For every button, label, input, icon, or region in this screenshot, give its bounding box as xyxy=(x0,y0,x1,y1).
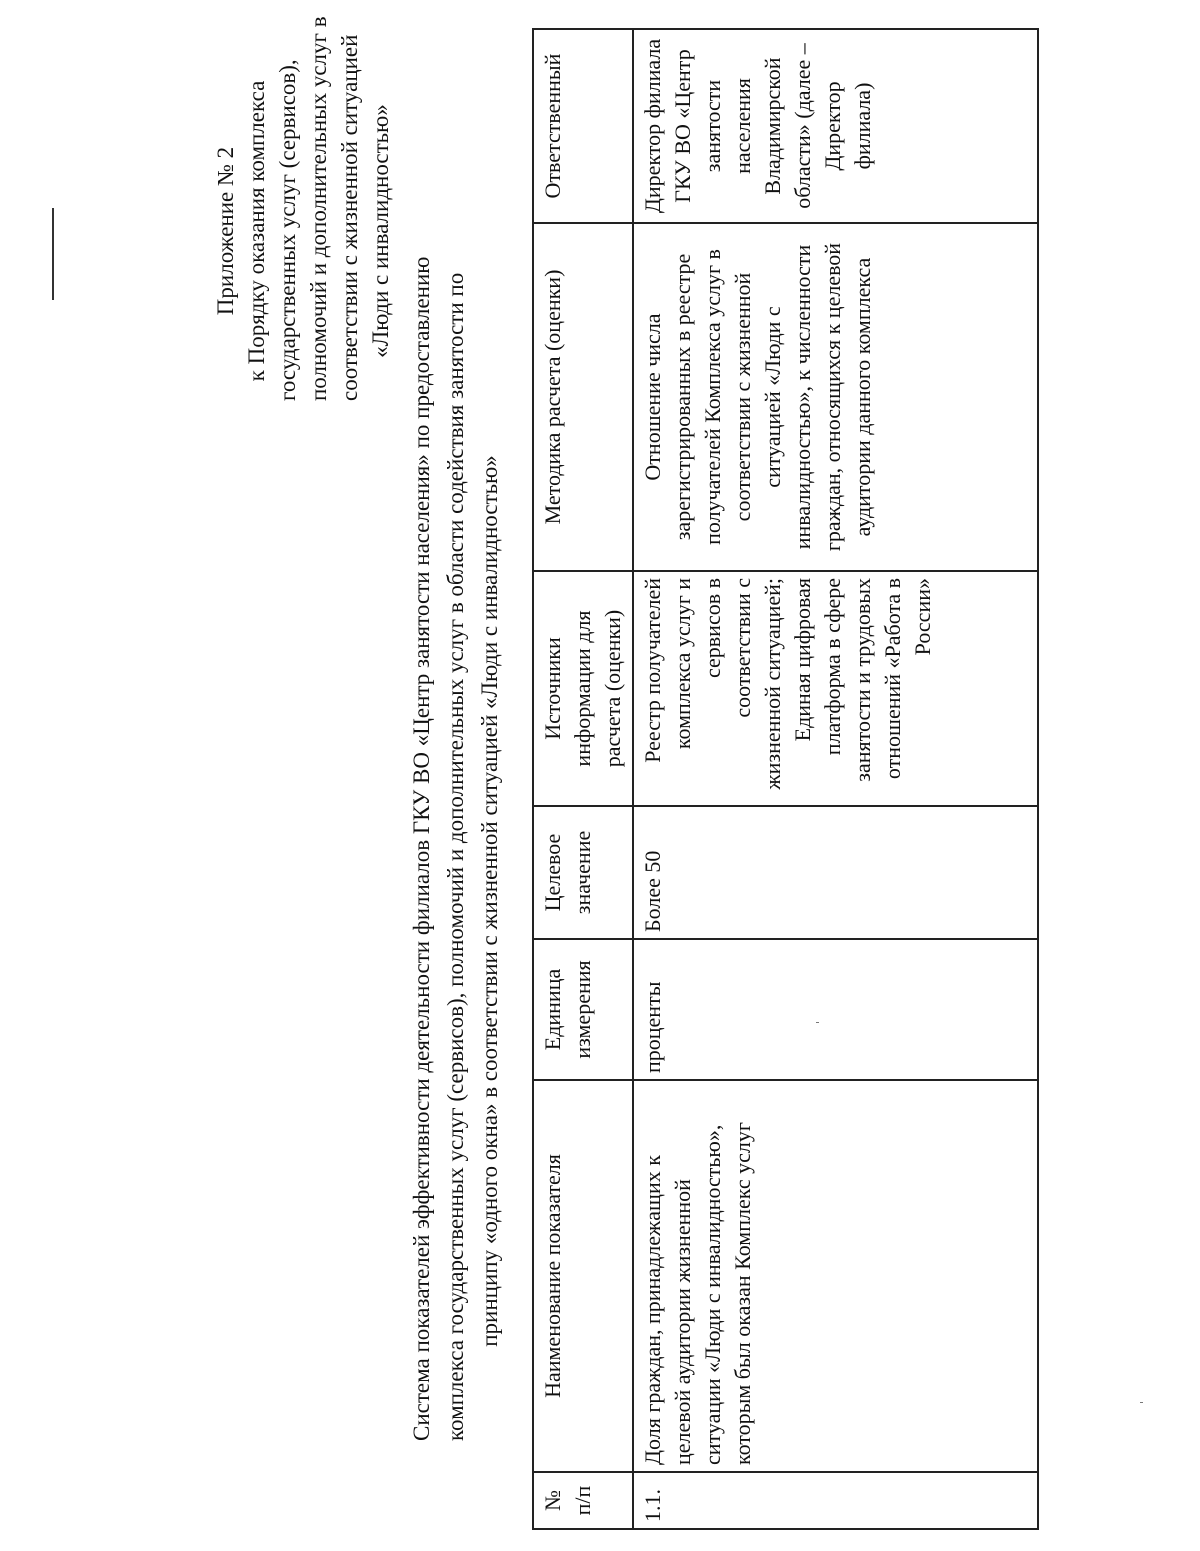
table-header-row xyxy=(533,29,633,1529)
header-num: № п/п xyxy=(533,1472,633,1529)
indicators-table xyxy=(532,28,1039,1530)
header-target-value: Целевое значение xyxy=(533,806,633,939)
header-info-source: Источники информации для расчета (оценки) xyxy=(533,571,633,806)
header-unit: Единица измерения xyxy=(533,939,633,1080)
document-title xyxy=(405,256,507,1441)
cell-responsible: Директор филиала ГКУ ВО «Центр занятости населения Владимирской области» (далее – Директор филиала) xyxy=(633,29,1038,223)
header-responsible: Ответственный xyxy=(533,29,633,223)
appendix-line: «Люди с инвалидностью» xyxy=(368,104,393,358)
title-line: комплекса государственных услуг (сервисов), полномочий и дополнительных услуг в области содействия занятости по xyxy=(443,272,468,1441)
cell-info-source: Реестр получателей комплекса услуг и сервисов в соответствии с жизненной ситуацией; Единая цифровая платформа в сфере занятости и трудовых отношений «Работа в России» xyxy=(633,571,1038,806)
appendix-header xyxy=(210,16,396,401)
cell-target-value: Более 50 xyxy=(633,806,1038,939)
appendix-line: к Порядку оказания комплекса xyxy=(244,80,269,382)
cell-unit: проценты xyxy=(633,939,1038,1080)
header-indicator-name: Наименование показателя xyxy=(533,1080,633,1472)
cell-calc-method: Отношение числа зарегистрированных в реестре получателей Комплекса услуг в соответствии с жизненной ситуацией «Люди с инвалидностью», к численности граждан, относящихся к целевой аудитории данного комплекса xyxy=(633,223,1038,571)
title-line: Система показателей эффективности деятельности филиалов ГКУ ВО «Центр занятости населения» по предоставлению xyxy=(409,256,434,1441)
header-calc-method: Методика расчета (оценки) xyxy=(533,223,633,571)
appendix-line: Приложение № 2 xyxy=(213,146,238,316)
table-row xyxy=(633,29,1038,1529)
cell-indicator-name: Доля граждан, принадлежащих к целевой аудитории жизненной ситуации «Люди с инвалидностью», которым был оказан Комплекс услуг xyxy=(633,1080,1038,1472)
cell-num: 1.1. xyxy=(633,1472,1038,1529)
title-line: принципу «одного окна» в соответствии с жизненной ситуацией «Люди с инвалидностью» xyxy=(477,455,502,1347)
appendix-line: полномочий и дополнительных услуг в xyxy=(306,16,331,401)
appendix-line: государственных услуг (сервисов), xyxy=(275,59,300,401)
appendix-line: соответствии с жизненной ситуацией xyxy=(337,34,362,401)
